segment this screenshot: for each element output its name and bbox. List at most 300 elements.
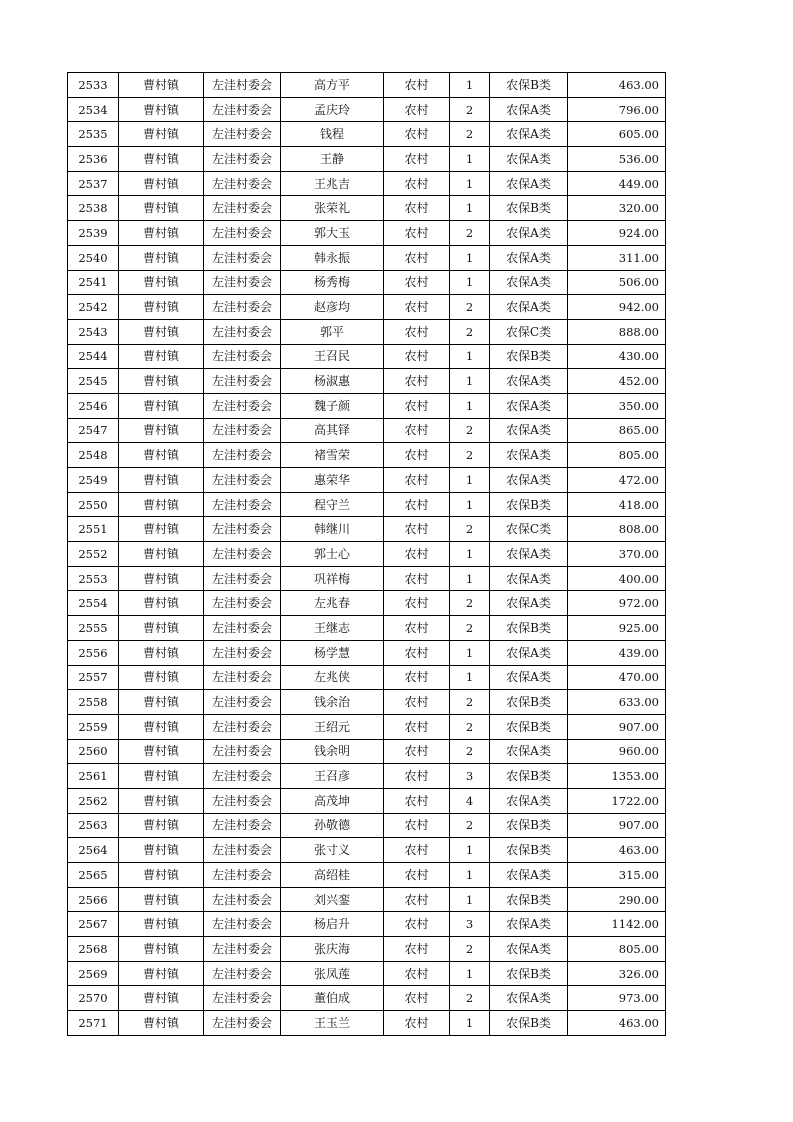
table-row — [68, 295, 666, 320]
category-cell: 农保B类 — [490, 492, 568, 517]
village-committee-cell: 左洼村委会 — [204, 344, 281, 369]
row-number-cell: 2562 — [68, 788, 119, 813]
area-type-cell: 农村 — [384, 369, 450, 394]
household-count-cell: 1 — [450, 344, 490, 369]
row-number-cell: 2541 — [68, 270, 119, 295]
row-number-cell: 2565 — [68, 863, 119, 888]
amount-cell: 1142.00 — [568, 912, 666, 937]
area-type-cell: 农村 — [384, 542, 450, 567]
amount-cell: 805.00 — [568, 443, 666, 468]
row-number-cell: 2544 — [68, 344, 119, 369]
table-row — [68, 986, 666, 1011]
village-committee-cell: 左洼村委会 — [204, 147, 281, 172]
row-number-cell: 2537 — [68, 171, 119, 196]
row-number-cell: 2564 — [68, 838, 119, 863]
amount-cell: 960.00 — [568, 739, 666, 764]
category-cell: 农保A类 — [490, 97, 568, 122]
household-count-cell: 2 — [450, 97, 490, 122]
town-cell: 曹村镇 — [119, 887, 204, 912]
village-committee-cell: 左洼村委会 — [204, 863, 281, 888]
category-cell: 农保A类 — [490, 171, 568, 196]
town-cell: 曹村镇 — [119, 616, 204, 641]
name-cell: 程守兰 — [281, 492, 384, 517]
household-count-cell: 1 — [450, 887, 490, 912]
village-committee-cell: 左洼村委会 — [204, 986, 281, 1011]
household-count-cell: 1 — [450, 961, 490, 986]
area-type-cell: 农村 — [384, 566, 450, 591]
household-count-cell: 2 — [450, 443, 490, 468]
table-row — [68, 468, 666, 493]
row-number-cell: 2545 — [68, 369, 119, 394]
row-number-cell: 2551 — [68, 517, 119, 542]
name-cell: 董伯成 — [281, 986, 384, 1011]
category-cell: 农保B类 — [490, 714, 568, 739]
area-type-cell: 农村 — [384, 863, 450, 888]
town-cell: 曹村镇 — [119, 838, 204, 863]
town-cell: 曹村镇 — [119, 517, 204, 542]
name-cell: 左兆侠 — [281, 665, 384, 690]
household-count-cell: 2 — [450, 714, 490, 739]
table-row — [68, 640, 666, 665]
amount-cell: 865.00 — [568, 418, 666, 443]
area-type-cell: 农村 — [384, 714, 450, 739]
household-count-cell: 3 — [450, 764, 490, 789]
household-count-cell: 1 — [450, 393, 490, 418]
table-row — [68, 97, 666, 122]
row-number-cell: 2548 — [68, 443, 119, 468]
town-cell: 曹村镇 — [119, 245, 204, 270]
name-cell: 刘兴銮 — [281, 887, 384, 912]
amount-cell: 907.00 — [568, 813, 666, 838]
amount-cell: 1722.00 — [568, 788, 666, 813]
area-type-cell: 农村 — [384, 468, 450, 493]
category-cell: 农保A类 — [490, 591, 568, 616]
amount-cell: 350.00 — [568, 393, 666, 418]
amount-cell: 463.00 — [568, 838, 666, 863]
village-committee-cell: 左洼村委会 — [204, 640, 281, 665]
amount-cell: 888.00 — [568, 319, 666, 344]
category-cell: 农保B类 — [490, 961, 568, 986]
allowance-table — [67, 72, 666, 1036]
table-row — [68, 961, 666, 986]
name-cell: 高茂坤 — [281, 788, 384, 813]
area-type-cell: 农村 — [384, 912, 450, 937]
village-committee-cell: 左洼村委会 — [204, 714, 281, 739]
row-number-cell: 2556 — [68, 640, 119, 665]
village-committee-cell: 左洼村委会 — [204, 764, 281, 789]
amount-cell: 463.00 — [568, 1011, 666, 1036]
village-committee-cell: 左洼村委会 — [204, 937, 281, 962]
amount-cell: 430.00 — [568, 344, 666, 369]
table-row — [68, 418, 666, 443]
village-committee-cell: 左洼村委会 — [204, 838, 281, 863]
table-row — [68, 912, 666, 937]
household-count-cell: 1 — [450, 270, 490, 295]
row-number-cell: 2536 — [68, 147, 119, 172]
table-row — [68, 714, 666, 739]
category-cell: 农保B类 — [490, 764, 568, 789]
amount-cell: 973.00 — [568, 986, 666, 1011]
name-cell: 郭平 — [281, 319, 384, 344]
area-type-cell: 农村 — [384, 319, 450, 344]
table-row — [68, 270, 666, 295]
village-committee-cell: 左洼村委会 — [204, 73, 281, 98]
household-count-cell: 1 — [450, 863, 490, 888]
town-cell: 曹村镇 — [119, 443, 204, 468]
row-number-cell: 2558 — [68, 690, 119, 715]
table-row — [68, 863, 666, 888]
town-cell: 曹村镇 — [119, 468, 204, 493]
village-committee-cell: 左洼村委会 — [204, 492, 281, 517]
table-row — [68, 73, 666, 98]
row-number-cell: 2552 — [68, 542, 119, 567]
table-row — [68, 838, 666, 863]
household-count-cell: 2 — [450, 122, 490, 147]
town-cell: 曹村镇 — [119, 566, 204, 591]
category-cell: 农保A类 — [490, 221, 568, 246]
table-row — [68, 813, 666, 838]
name-cell: 钱余治 — [281, 690, 384, 715]
row-number-cell: 2533 — [68, 73, 119, 98]
category-cell: 农保A类 — [490, 912, 568, 937]
town-cell: 曹村镇 — [119, 319, 204, 344]
area-type-cell: 农村 — [384, 418, 450, 443]
amount-cell: 290.00 — [568, 887, 666, 912]
area-type-cell: 农村 — [384, 616, 450, 641]
household-count-cell: 1 — [450, 566, 490, 591]
table-row — [68, 566, 666, 591]
row-number-cell: 2542 — [68, 295, 119, 320]
amount-cell: 400.00 — [568, 566, 666, 591]
village-committee-cell: 左洼村委会 — [204, 393, 281, 418]
table-row — [68, 369, 666, 394]
village-committee-cell: 左洼村委会 — [204, 739, 281, 764]
amount-cell: 808.00 — [568, 517, 666, 542]
town-cell: 曹村镇 — [119, 369, 204, 394]
table-row — [68, 764, 666, 789]
name-cell: 王绍元 — [281, 714, 384, 739]
area-type-cell: 农村 — [384, 937, 450, 962]
name-cell: 钱余明 — [281, 739, 384, 764]
category-cell: 农保A类 — [490, 468, 568, 493]
village-committee-cell: 左洼村委会 — [204, 665, 281, 690]
name-cell: 魏子颜 — [281, 393, 384, 418]
amount-cell: 418.00 — [568, 492, 666, 517]
town-cell: 曹村镇 — [119, 665, 204, 690]
amount-cell: 470.00 — [568, 665, 666, 690]
village-committee-cell: 左洼村委会 — [204, 369, 281, 394]
category-cell: 农保A类 — [490, 418, 568, 443]
household-count-cell: 1 — [450, 147, 490, 172]
household-count-cell: 1 — [450, 171, 490, 196]
town-cell: 曹村镇 — [119, 863, 204, 888]
name-cell: 王继志 — [281, 616, 384, 641]
area-type-cell: 农村 — [384, 665, 450, 690]
row-number-cell: 2561 — [68, 764, 119, 789]
table-row — [68, 542, 666, 567]
area-type-cell: 农村 — [384, 986, 450, 1011]
household-count-cell: 1 — [450, 838, 490, 863]
household-count-cell: 1 — [450, 369, 490, 394]
category-cell: 农保A类 — [490, 566, 568, 591]
category-cell: 农保A类 — [490, 542, 568, 567]
amount-cell: 907.00 — [568, 714, 666, 739]
category-cell: 农保B类 — [490, 838, 568, 863]
category-cell: 农保A类 — [490, 393, 568, 418]
town-cell: 曹村镇 — [119, 171, 204, 196]
area-type-cell: 农村 — [384, 73, 450, 98]
area-type-cell: 农村 — [384, 517, 450, 542]
amount-cell: 805.00 — [568, 937, 666, 962]
table-row — [68, 517, 666, 542]
town-cell: 曹村镇 — [119, 73, 204, 98]
village-committee-cell: 左洼村委会 — [204, 788, 281, 813]
town-cell: 曹村镇 — [119, 221, 204, 246]
table-row — [68, 591, 666, 616]
row-number-cell: 2554 — [68, 591, 119, 616]
category-cell: 农保B类 — [490, 73, 568, 98]
village-committee-cell: 左洼村委会 — [204, 591, 281, 616]
area-type-cell: 农村 — [384, 122, 450, 147]
category-cell: 农保A类 — [490, 122, 568, 147]
village-committee-cell: 左洼村委会 — [204, 443, 281, 468]
amount-cell: 796.00 — [568, 97, 666, 122]
household-count-cell: 2 — [450, 739, 490, 764]
household-count-cell: 2 — [450, 295, 490, 320]
category-cell: 农保B类 — [490, 1011, 568, 1036]
row-number-cell: 2535 — [68, 122, 119, 147]
area-type-cell: 农村 — [384, 221, 450, 246]
row-number-cell: 2571 — [68, 1011, 119, 1036]
name-cell: 韩永振 — [281, 245, 384, 270]
name-cell: 郭士心 — [281, 542, 384, 567]
household-count-cell: 2 — [450, 986, 490, 1011]
row-number-cell: 2563 — [68, 813, 119, 838]
village-committee-cell: 左洼村委会 — [204, 1011, 281, 1036]
town-cell: 曹村镇 — [119, 147, 204, 172]
category-cell: 农保A类 — [490, 788, 568, 813]
name-cell: 杨学慧 — [281, 640, 384, 665]
village-committee-cell: 左洼村委会 — [204, 295, 281, 320]
household-count-cell: 2 — [450, 813, 490, 838]
name-cell: 杨淑惠 — [281, 369, 384, 394]
household-count-cell: 1 — [450, 1011, 490, 1036]
category-cell: 农保C类 — [490, 319, 568, 344]
table-row — [68, 221, 666, 246]
amount-cell: 972.00 — [568, 591, 666, 616]
category-cell: 农保A类 — [490, 640, 568, 665]
area-type-cell: 农村 — [384, 196, 450, 221]
name-cell: 杨启升 — [281, 912, 384, 937]
name-cell: 孟庆玲 — [281, 97, 384, 122]
village-committee-cell: 左洼村委会 — [204, 616, 281, 641]
name-cell: 张凤莲 — [281, 961, 384, 986]
household-count-cell: 1 — [450, 542, 490, 567]
row-number-cell: 2547 — [68, 418, 119, 443]
town-cell: 曹村镇 — [119, 912, 204, 937]
village-committee-cell: 左洼村委会 — [204, 319, 281, 344]
table-row — [68, 887, 666, 912]
town-cell: 曹村镇 — [119, 270, 204, 295]
name-cell: 王静 — [281, 147, 384, 172]
village-committee-cell: 左洼村委会 — [204, 418, 281, 443]
area-type-cell: 农村 — [384, 813, 450, 838]
amount-cell: 536.00 — [568, 147, 666, 172]
category-cell: 农保A类 — [490, 147, 568, 172]
village-committee-cell: 左洼村委会 — [204, 270, 281, 295]
area-type-cell: 农村 — [384, 443, 450, 468]
town-cell: 曹村镇 — [119, 640, 204, 665]
name-cell: 左兆春 — [281, 591, 384, 616]
table-row — [68, 1011, 666, 1036]
row-number-cell: 2567 — [68, 912, 119, 937]
table-row — [68, 492, 666, 517]
amount-cell: 326.00 — [568, 961, 666, 986]
name-cell: 张庆海 — [281, 937, 384, 962]
household-count-cell: 2 — [450, 221, 490, 246]
household-count-cell: 1 — [450, 492, 490, 517]
table-body — [68, 73, 666, 1036]
village-committee-cell: 左洼村委会 — [204, 196, 281, 221]
category-cell: 农保B类 — [490, 196, 568, 221]
row-number-cell: 2566 — [68, 887, 119, 912]
area-type-cell: 农村 — [384, 147, 450, 172]
category-cell: 农保A类 — [490, 270, 568, 295]
row-number-cell: 2570 — [68, 986, 119, 1011]
category-cell: 农保B类 — [490, 344, 568, 369]
row-number-cell: 2540 — [68, 245, 119, 270]
category-cell: 农保A类 — [490, 739, 568, 764]
amount-cell: 925.00 — [568, 616, 666, 641]
area-type-cell: 农村 — [384, 97, 450, 122]
name-cell: 惠荣华 — [281, 468, 384, 493]
village-committee-cell: 左洼村委会 — [204, 690, 281, 715]
town-cell: 曹村镇 — [119, 196, 204, 221]
village-committee-cell: 左洼村委会 — [204, 171, 281, 196]
village-committee-cell: 左洼村委会 — [204, 542, 281, 567]
village-committee-cell: 左洼村委会 — [204, 221, 281, 246]
row-number-cell: 2559 — [68, 714, 119, 739]
town-cell: 曹村镇 — [119, 1011, 204, 1036]
household-count-cell: 2 — [450, 591, 490, 616]
row-number-cell: 2539 — [68, 221, 119, 246]
category-cell: 农保A类 — [490, 295, 568, 320]
name-cell: 钱程 — [281, 122, 384, 147]
name-cell: 郭大玉 — [281, 221, 384, 246]
town-cell: 曹村镇 — [119, 122, 204, 147]
town-cell: 曹村镇 — [119, 344, 204, 369]
amount-cell: 1353.00 — [568, 764, 666, 789]
table-row — [68, 344, 666, 369]
village-committee-cell: 左洼村委会 — [204, 468, 281, 493]
amount-cell: 370.00 — [568, 542, 666, 567]
row-number-cell: 2550 — [68, 492, 119, 517]
household-count-cell: 1 — [450, 468, 490, 493]
name-cell: 张荣礼 — [281, 196, 384, 221]
area-type-cell: 农村 — [384, 171, 450, 196]
amount-cell: 463.00 — [568, 73, 666, 98]
town-cell: 曹村镇 — [119, 591, 204, 616]
category-cell: 农保A类 — [490, 665, 568, 690]
area-type-cell: 农村 — [384, 393, 450, 418]
household-count-cell: 2 — [450, 319, 490, 344]
name-cell: 高绍桂 — [281, 863, 384, 888]
amount-cell: 472.00 — [568, 468, 666, 493]
town-cell: 曹村镇 — [119, 739, 204, 764]
row-number-cell: 2569 — [68, 961, 119, 986]
name-cell: 王召彦 — [281, 764, 384, 789]
household-count-cell: 1 — [450, 245, 490, 270]
name-cell: 孙敬德 — [281, 813, 384, 838]
table-row — [68, 393, 666, 418]
table-row — [68, 937, 666, 962]
area-type-cell: 农村 — [384, 640, 450, 665]
category-cell: 农保B类 — [490, 616, 568, 641]
row-number-cell: 2555 — [68, 616, 119, 641]
area-type-cell: 农村 — [384, 492, 450, 517]
table-row — [68, 245, 666, 270]
household-count-cell: 1 — [450, 665, 490, 690]
row-number-cell: 2568 — [68, 937, 119, 962]
category-cell: 农保A类 — [490, 937, 568, 962]
area-type-cell: 农村 — [384, 270, 450, 295]
area-type-cell: 农村 — [384, 739, 450, 764]
table-row — [68, 616, 666, 641]
town-cell: 曹村镇 — [119, 764, 204, 789]
town-cell: 曹村镇 — [119, 542, 204, 567]
category-cell: 农保B类 — [490, 690, 568, 715]
village-committee-cell: 左洼村委会 — [204, 245, 281, 270]
town-cell: 曹村镇 — [119, 986, 204, 1011]
town-cell: 曹村镇 — [119, 97, 204, 122]
town-cell: 曹村镇 — [119, 714, 204, 739]
row-number-cell: 2549 — [68, 468, 119, 493]
household-count-cell: 2 — [450, 616, 490, 641]
area-type-cell: 农村 — [384, 788, 450, 813]
table-row — [68, 122, 666, 147]
household-count-cell: 2 — [450, 937, 490, 962]
name-cell: 高其铎 — [281, 418, 384, 443]
village-committee-cell: 左洼村委会 — [204, 566, 281, 591]
category-cell: 农保B类 — [490, 887, 568, 912]
household-count-cell: 2 — [450, 517, 490, 542]
village-committee-cell: 左洼村委会 — [204, 97, 281, 122]
town-cell: 曹村镇 — [119, 492, 204, 517]
amount-cell: 439.00 — [568, 640, 666, 665]
table-row — [68, 665, 666, 690]
village-committee-cell: 左洼村委会 — [204, 517, 281, 542]
name-cell: 高方平 — [281, 73, 384, 98]
town-cell: 曹村镇 — [119, 418, 204, 443]
household-count-cell: 2 — [450, 418, 490, 443]
name-cell: 杨秀梅 — [281, 270, 384, 295]
amount-cell: 449.00 — [568, 171, 666, 196]
town-cell: 曹村镇 — [119, 690, 204, 715]
table-row — [68, 319, 666, 344]
area-type-cell: 农村 — [384, 764, 450, 789]
table-row — [68, 788, 666, 813]
name-cell: 韩继川 — [281, 517, 384, 542]
amount-cell: 452.00 — [568, 369, 666, 394]
name-cell: 赵彦均 — [281, 295, 384, 320]
town-cell: 曹村镇 — [119, 813, 204, 838]
household-count-cell: 1 — [450, 640, 490, 665]
name-cell: 王兆吉 — [281, 171, 384, 196]
name-cell: 巩祥梅 — [281, 566, 384, 591]
row-number-cell: 2543 — [68, 319, 119, 344]
town-cell: 曹村镇 — [119, 937, 204, 962]
area-type-cell: 农村 — [384, 887, 450, 912]
